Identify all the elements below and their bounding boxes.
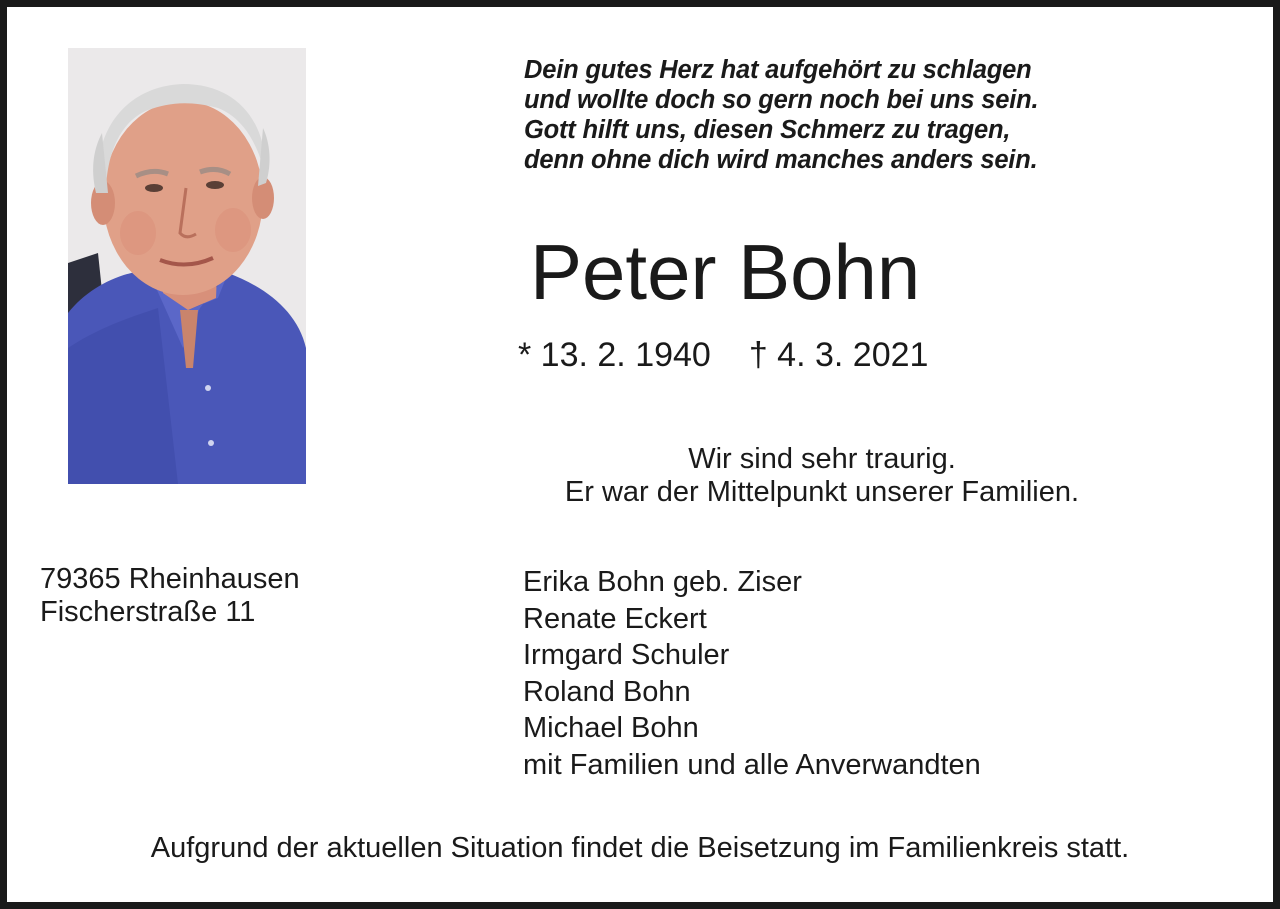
burial-note: Aufgrund der aktuellen Situation findet die Beisetzung im Familienkreis statt. [150,832,1130,864]
life-dates [518,335,928,375]
mourner: mit Familien und alle Anverwandten [523,748,981,781]
message-line: Er war der Mittelpunkt unserer Familien. [564,476,1080,508]
mourner: Roland Bohn [523,675,691,708]
deceased-name: Peter Bohn [530,228,921,316]
poem-line: Dein gutes Herz hat aufgehört zu schlagen [524,56,1032,84]
poem-line: denn ohne dich wird manches anders sein. [524,146,1038,174]
mourners-list [523,564,981,784]
birth-date: * 13. 2. 1940 [518,336,711,374]
mourner: Michael Bohn [523,712,699,745]
address-city: 79365 Rheinhausen [40,563,300,595]
address [40,563,300,629]
portrait-photo [68,48,306,484]
death-date: † 4. 3. 2021 [748,336,929,374]
mourner: Erika Bohn geb. Ziser [523,566,802,598]
poem-line: und wollte doch so gern noch bei uns sein. [524,86,1039,114]
portrait-illustration [68,48,306,484]
mourning-message [497,443,1147,509]
mourner: Irmgard Schuler [523,639,730,672]
poem-line: Gott hilft uns, diesen Schmerz zu tragen, [524,116,1011,144]
poem [524,55,1038,175]
message-line: Wir sind sehr traurig. [688,443,956,475]
mourner: Renate Eckert [523,602,707,635]
address-street: Fischerstraße 11 [40,596,256,628]
